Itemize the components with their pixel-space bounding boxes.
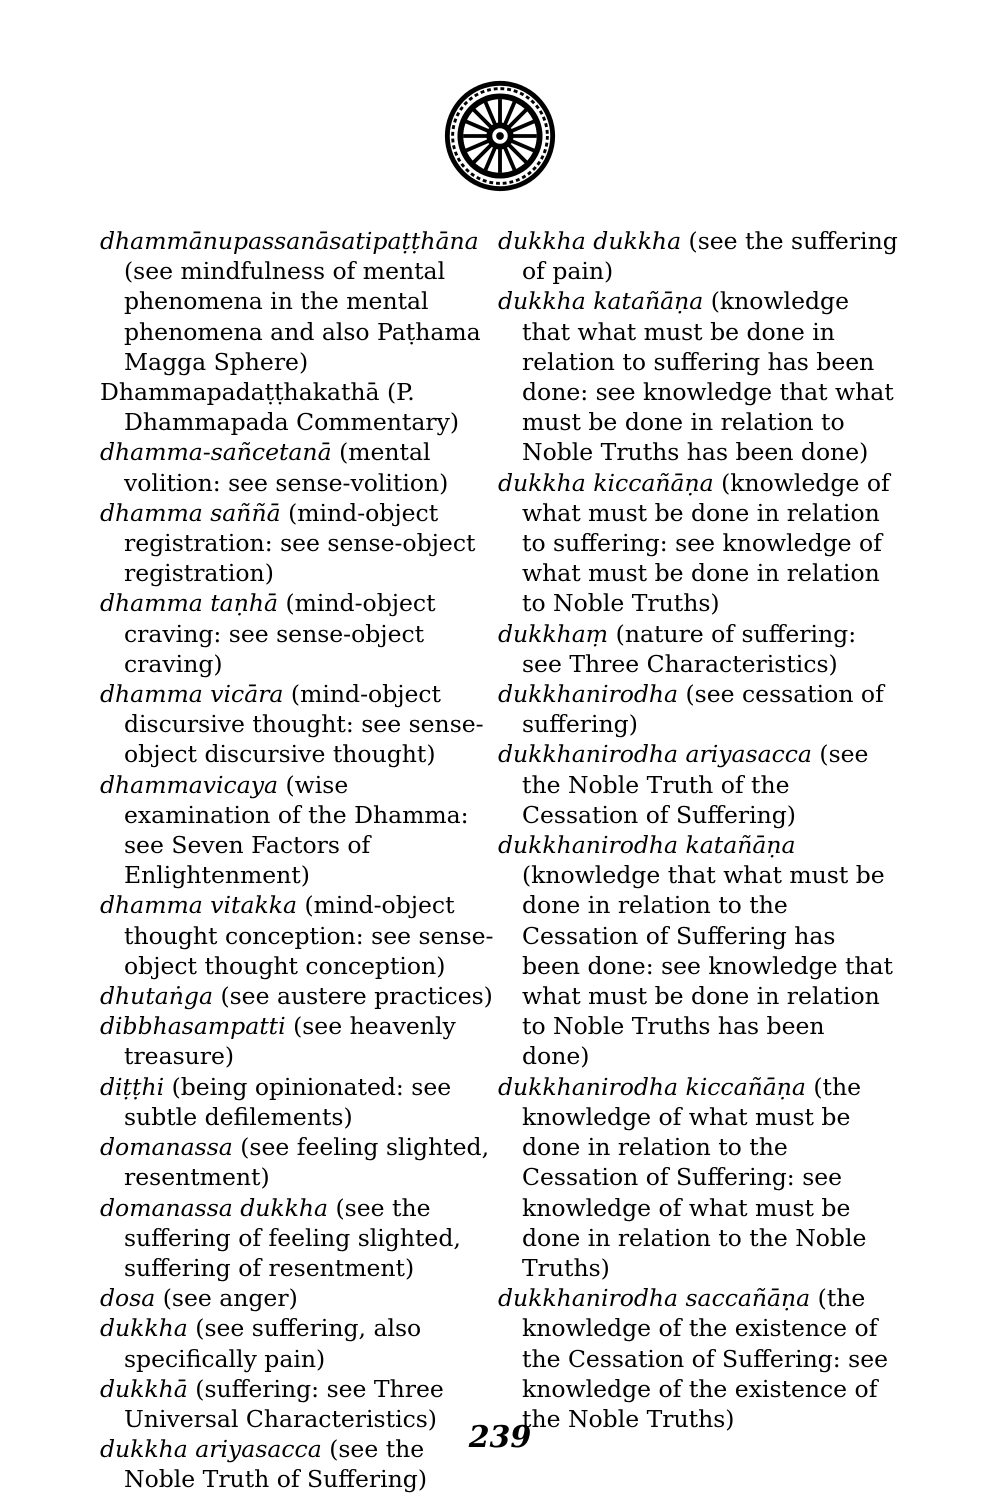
glossary-entry xyxy=(100,437,496,497)
entry-term: dukkhanirodha kiccañāṇa xyxy=(498,1072,806,1101)
dhamma-wheel-emblem xyxy=(442,78,558,194)
entry-term: dibbhasampatti xyxy=(100,1012,286,1041)
entry-term: dhamma-sañcetanā xyxy=(100,438,332,467)
entry-definition: (mind-object discursive thought: see sense-object discursive thought) xyxy=(124,680,484,769)
entry-term: dhamma vitakka xyxy=(100,891,297,920)
entry-term: dukkhanirodha xyxy=(498,680,679,709)
entry-definition: (nature of suffering: see Three Characteristics) xyxy=(522,619,857,678)
glossary-entry xyxy=(498,468,898,619)
entry-definition: (knowledge that what must be done in relation to suffering has been done: see knowledge that what must be done in relation to Noble Truths has been done) xyxy=(522,287,894,467)
glossary-entry xyxy=(100,679,496,770)
entry-definition: (mind-object thought conception: see sense-object thought conception) xyxy=(124,891,494,980)
entry-definition: (being opinionated: see subtle defilements) xyxy=(124,1072,452,1131)
glossary-entry xyxy=(498,1283,898,1434)
entry-term: dhammānupassanāsatipaṭṭhāna xyxy=(100,227,479,255)
entry-definition: (see the Noble Truth of the Cessation of Suffering) xyxy=(522,740,869,829)
entry-term: dukkhā xyxy=(100,1374,188,1403)
entry-term: dhamma saññā xyxy=(100,498,281,527)
entry-definition: (wise examination of the Dhamma: see Seven Factors of Enlightenment) xyxy=(124,770,469,890)
glossary-entry xyxy=(498,679,898,739)
entry-definition: (P. Dhammapada Commentary) xyxy=(124,378,460,437)
entry-term: dukkha katañāṇa xyxy=(498,287,704,316)
glossary-entry xyxy=(100,1132,496,1192)
entry-term: domanassa dukkha xyxy=(100,1193,329,1222)
entry-definition: (knowledge of what must be done in relation to suffering: see knowledge of what must be done in relation to Noble Truths) xyxy=(522,468,890,618)
entry-definition: (see mindfulness of mental phenomena in the mental phenomena and also Paṭhama Magga Sphere) xyxy=(124,257,481,376)
entry-definition: (knowledge that what must be done in relation to the Cessation of Suffering has been done: see knowledge that what must be done in relation to Noble Truths has been done) xyxy=(522,861,893,1071)
entry-definition: (see suffering, also specifically pain) xyxy=(124,1314,422,1373)
entry-term: dosa xyxy=(100,1284,156,1313)
glossary-entry xyxy=(100,770,496,891)
glossary-entry xyxy=(498,830,898,1072)
entry-definition: (see the suffering of pain) xyxy=(522,227,898,286)
entry-definition: (see anger) xyxy=(155,1284,298,1313)
entry-definition: (suffering: see Three Universal Characteristics) xyxy=(124,1374,444,1433)
entry-term: dukkha ariyasacca xyxy=(100,1435,322,1464)
glossary-entry xyxy=(100,1283,496,1313)
glossary-entry xyxy=(100,1011,496,1071)
entry-term: diṭṭhi xyxy=(100,1072,165,1101)
glossary-entry xyxy=(100,498,496,589)
entry-definition: (mind-object craving: see sense-object craving) xyxy=(124,589,436,678)
glossary-entry xyxy=(100,226,496,377)
right-column xyxy=(498,226,898,1434)
entry-definition: (mind-object registration: see sense-object registration) xyxy=(124,498,476,588)
entry-term: dukkhanirodha ariyasacca xyxy=(498,740,812,769)
entry-term: dukkhanirodha katañāṇa xyxy=(498,831,796,860)
entry-term: dukkha kiccañāṇa xyxy=(498,468,714,497)
glossary-entry xyxy=(498,739,898,830)
glossary-entry xyxy=(100,981,496,1011)
glossary-entry xyxy=(498,226,898,286)
entry-term: domanassa xyxy=(100,1133,233,1162)
glossary-entry xyxy=(100,890,496,981)
glossary-entry xyxy=(498,286,898,467)
left-column xyxy=(100,226,496,1495)
entry-definition: (see cessation of suffering) xyxy=(522,680,884,739)
glossary-entry xyxy=(100,1072,496,1132)
glossary-entry xyxy=(100,1313,496,1373)
entry-definition: (see the suffering of feeling slighted, suffering of resentment) xyxy=(124,1193,461,1282)
entry-term: dukkha xyxy=(100,1314,188,1343)
entry-definition: (the knowledge of what must be done in relation to the Cessation of Suffering: see knowledge of what must be done in relation to the Noble Truths) xyxy=(522,1072,867,1282)
entry-term: dhamma taṇhā xyxy=(100,589,278,618)
entry-term: dhutaṅga xyxy=(100,982,213,1011)
entry-term: dukkha dukkha xyxy=(498,227,682,255)
glossary-entry xyxy=(498,1072,898,1283)
entry-definition: (see feeling slighted, resentment) xyxy=(124,1133,490,1192)
entry-term: dukkhaṃ xyxy=(498,619,609,648)
entry-term: dhamma vicāra xyxy=(100,680,284,709)
entry-term: dukkhanirodha saccañāṇa xyxy=(498,1284,811,1313)
page-number: 239 xyxy=(468,1420,532,1455)
glossary-entry xyxy=(100,377,496,437)
entry-term: Dhammapadaṭṭhakathā xyxy=(100,378,380,407)
entry-definition: (see austere practices) xyxy=(212,982,493,1011)
glossary-entry xyxy=(498,619,898,679)
entry-definition: (mental volition: see sense-volition) xyxy=(124,438,449,497)
glossary-entry xyxy=(100,588,496,679)
entry-definition: (see the Noble Truth of Suffering) xyxy=(124,1435,427,1494)
entry-term: dhammavicaya xyxy=(100,770,279,799)
entry-definition: (the knowledge of the existence of the Cessation of Suffering: see knowledge of the existence of the Noble Truths) xyxy=(522,1284,889,1433)
entry-definition: (see heavenly treasure) xyxy=(124,1012,456,1071)
glossary-entry xyxy=(100,1193,496,1284)
